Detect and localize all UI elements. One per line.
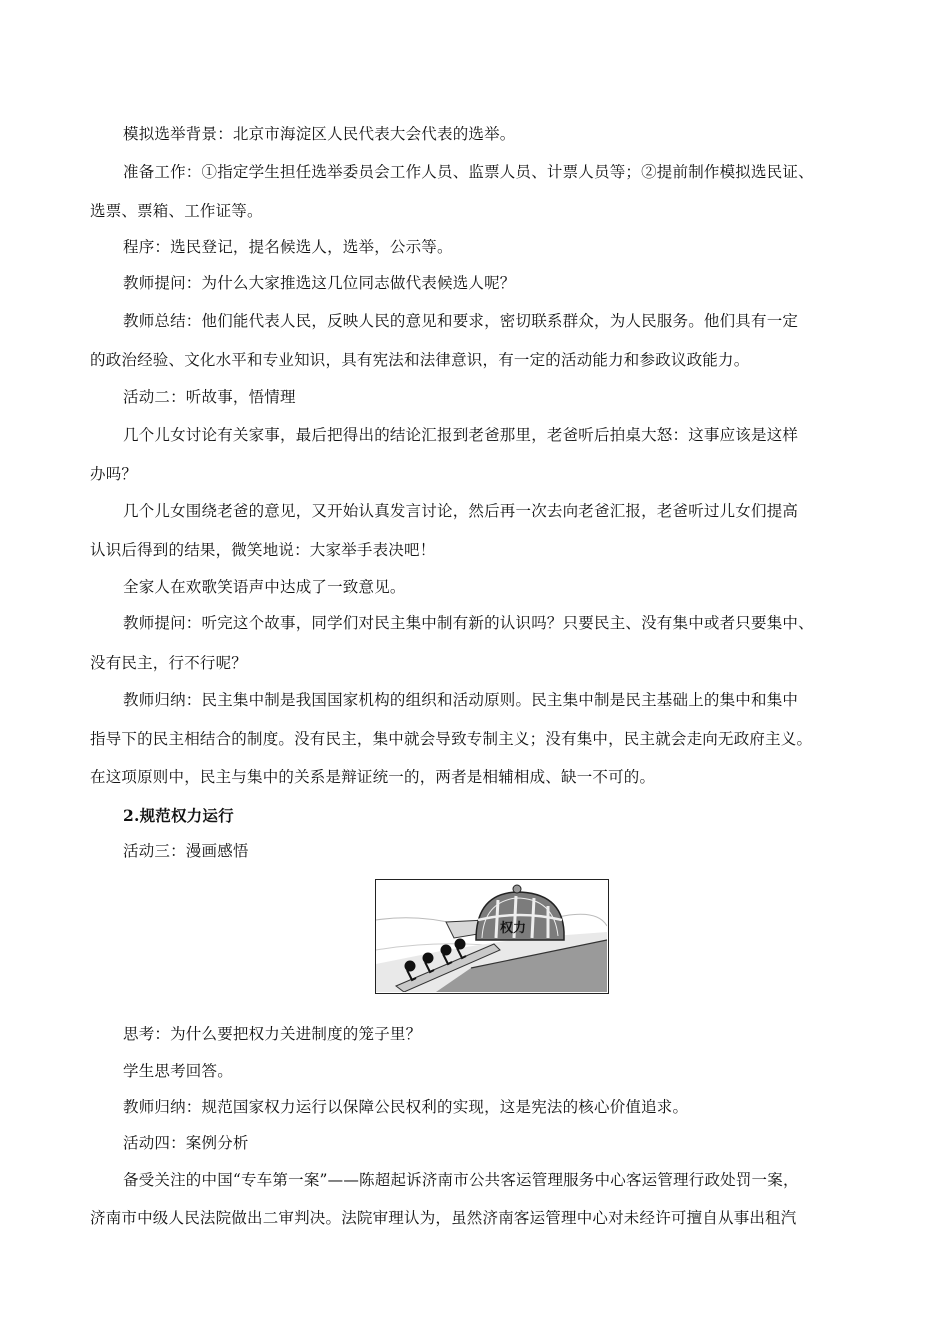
- section-heading: 2.规范权力运行: [123, 806, 234, 825]
- paragraph-line: 教师提问：为什么大家推选这几位同志做代表候选人呢？: [123, 274, 516, 292]
- paragraph-line: 在这项原则中，民主与集中的关系是辩证统一的，两者是相辅相成、缺一不可的。: [90, 768, 656, 786]
- paragraph-line: 没有民主，行不行呢？: [90, 654, 248, 672]
- paragraph-line: 教师提问：听完这个故事，同学们对民主集中制有新的认识吗？只要民主、没有集中或者只要集中、: [123, 614, 814, 632]
- paragraph-line: 的政治经验、文化水平和专业知识，具有宪法和法律意识，有一定的活动能力和参政议政能力。: [90, 351, 750, 369]
- paragraph-line: 准备工作：①指定学生担任选举委员会工作人员、监票人员、计票人员等；②提前制作模拟选民证、: [123, 163, 814, 181]
- power-cage-cartoon: [375, 879, 609, 994]
- cage-label: 权力: [500, 921, 527, 936]
- paragraph-line: 活动三：漫画感悟: [123, 842, 249, 860]
- paragraph-line: 模拟选举背景：北京市海淀区人民代表大会代表的选举。: [123, 125, 516, 143]
- paragraph-line: 选票、票箱、工作证等。: [90, 202, 263, 220]
- paragraph-line: 备受关注的中国“专车第一案”——陈超起诉济南市公共客运管理服务中心客运管理行政处罚一案，: [123, 1171, 799, 1189]
- paragraph-line: 程序：选民登记，提名候选人，选举，公示等。: [123, 238, 453, 256]
- paragraph-line: 活动二：听故事，悟情理: [123, 388, 296, 406]
- paragraph-line: 教师归纳：民主集中制是我国国家机构的组织和活动原则。民主集中制是民主基础上的集中和集中: [123, 691, 799, 709]
- paragraph-line: 教师归纳：规范国家权力运行以保障公民权利的实现，这是宪法的核心价值追求。: [123, 1098, 689, 1116]
- paragraph-line: 教师总结：他们能代表人民，反映人民的意见和要求，密切联系群众，为人民服务。他们具有一定: [123, 312, 799, 330]
- paragraph-line: 几个儿女围绕老爸的意见，又开始认真发言讨论，然后再一次去向老爸汇报，老爸听过儿女们提高: [123, 502, 799, 520]
- paragraph-line: 全家人在欢歌笑语声中达成了一致意见。: [123, 578, 406, 596]
- paragraph-line: 几个儿女讨论有关家事，最后把得出的结论汇报到老爸那里，老爸听后拍桌大怒：这事应该是这样: [123, 426, 799, 444]
- paragraph-line: 学生思考回答。: [123, 1062, 233, 1080]
- paragraph-line: 认识后得到的结果，微笑地说：大家举手表决吧！: [90, 541, 436, 559]
- paragraph-line: 济南市中级人民法院做出二审判决。法院审理认为，虽然济南客运管理中心对未经许可擅自从事出租汽: [90, 1209, 797, 1227]
- paragraph-line: 活动四：案例分析: [123, 1134, 249, 1152]
- paragraph-line: 办吗？: [90, 465, 138, 483]
- cartoon-illustration: [376, 880, 607, 992]
- paragraph-line: 思考：为什么要把权力关进制度的笼子里？: [123, 1025, 422, 1043]
- paragraph-line: 指导下的民主相结合的制度。没有民主，集中就会导致专制主义；没有集中，民主就会走向无政府主义。: [90, 730, 813, 748]
